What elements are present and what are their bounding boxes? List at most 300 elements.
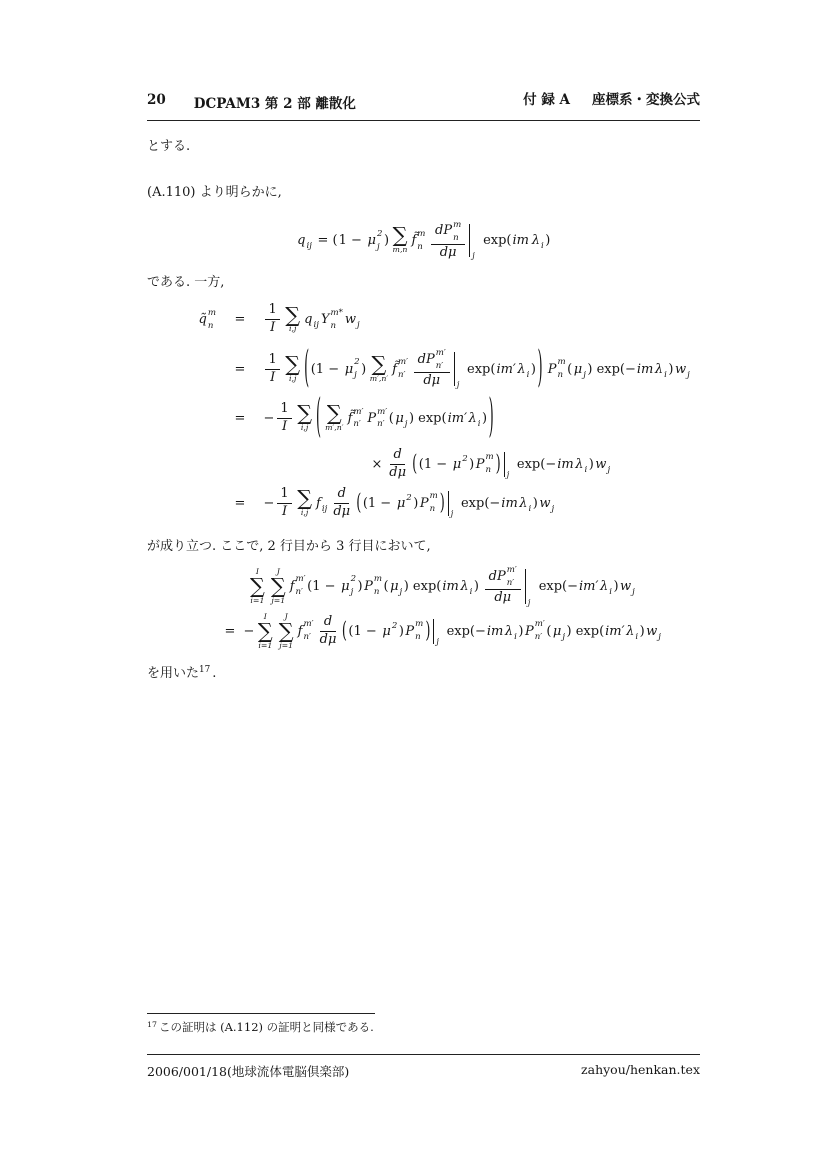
math-sum-upper: J: [284, 612, 288, 622]
math-base: μ: [395, 410, 404, 426]
paragraph-mochiita-text: を用いた: [147, 665, 200, 681]
math-sup: m′: [353, 406, 364, 417]
math-sum-lower: m,n: [392, 245, 408, 255]
math-sum-lower: i,j: [289, 324, 297, 334]
math-sub: j: [607, 464, 611, 475]
math-text: ): [398, 623, 404, 639]
equation-rhs: [247, 566, 636, 606]
math-text: dμ: [333, 503, 351, 519]
math-text: (1 −: [310, 361, 344, 377]
math-base: λ: [519, 495, 528, 511]
math-sub: n′: [534, 632, 543, 643]
math-sup: m: [453, 219, 462, 230]
sum-icon: ∑: [285, 351, 301, 376]
math-text: −: [243, 623, 255, 639]
math-base: w: [620, 578, 632, 594]
math-sub: j: [399, 586, 403, 597]
math-sup: m: [557, 357, 566, 368]
math-numerator: [265, 303, 280, 320]
math-paren: (: [356, 490, 362, 516]
math-sup: 2: [377, 228, 383, 239]
math-subsup: [367, 408, 387, 430]
sum-icon: ∑: [392, 223, 408, 248]
math-fraction: [319, 615, 337, 648]
math-denominator: [281, 419, 287, 435]
math-denominator: [389, 465, 407, 481]
math-text: im′: [579, 578, 599, 594]
math-text: ) exp(−: [587, 361, 636, 377]
math-sup: m: [207, 307, 216, 318]
math-base: dP: [435, 223, 453, 239]
math-base: P: [367, 410, 377, 426]
math-sub: j: [357, 320, 360, 331]
equation-relation: =: [224, 623, 236, 639]
math-base: f: [316, 495, 321, 511]
math-text: im: [636, 361, 654, 377]
math-sub: i: [469, 586, 473, 597]
math-sub: i: [526, 369, 530, 380]
math-denominator: [270, 320, 276, 336]
math-text: 1: [280, 485, 289, 501]
math-text: (: [546, 623, 552, 639]
math-scripts: [486, 453, 494, 475]
math-text: ): [613, 578, 619, 594]
footnote: [147, 1013, 700, 1035]
math-text: ): [413, 495, 419, 511]
math-subsup: [525, 620, 545, 642]
math-sum-lower: i,j: [289, 373, 297, 383]
equation-rhs: [263, 487, 555, 520]
math-sup: m′: [303, 619, 314, 630]
page-body: [147, 128, 700, 684]
header-right-title: 座標系・変換公式: [592, 92, 700, 108]
math-base: λ: [654, 361, 664, 377]
math-paren: ): [488, 392, 494, 445]
math-subsup: [595, 456, 611, 475]
math-base: w: [344, 312, 357, 328]
math-scripts: [303, 620, 313, 642]
math-base: dP: [488, 568, 506, 584]
math-base: λ: [599, 578, 609, 594]
math-sup: m′: [534, 619, 545, 630]
math-sup: m*: [330, 307, 343, 318]
math-text: (: [388, 410, 394, 426]
math-sum-lower: i=1: [258, 640, 273, 650]
math-scripts: [330, 309, 342, 331]
footer-left: 2006/001/18(地球流体電脳倶楽部): [147, 1064, 350, 1079]
math-fraction: [414, 349, 450, 389]
math-text: 1: [268, 351, 277, 367]
math-sub: j: [377, 241, 380, 252]
math-sum-lower: j=1: [271, 595, 286, 605]
math-scripts: [398, 358, 408, 380]
math-base: μ: [390, 578, 399, 594]
math-subsup: [418, 349, 446, 371]
math-base: q̃: [198, 312, 207, 328]
math-sub: n: [417, 241, 423, 252]
math-scripts: [415, 620, 423, 642]
math-text: (1 −: [362, 495, 396, 511]
math-subsup: [304, 312, 319, 331]
equation-rhs: [263, 303, 361, 336]
math-base: w: [539, 495, 551, 511]
math-scripts: [377, 230, 382, 252]
math-denominator: [319, 632, 337, 648]
math-subsup: [489, 566, 517, 588]
math-base: λ: [460, 578, 469, 594]
math-fraction: [265, 353, 280, 386]
math-text: d: [323, 613, 333, 629]
math-subsup: [382, 620, 398, 639]
math-numerator: [414, 349, 450, 373]
equation-row: [147, 566, 700, 606]
math-eval-sub: j: [456, 379, 460, 389]
math-text: ): [530, 361, 536, 377]
math-sum: [297, 401, 313, 432]
equation-relation: =: [234, 312, 246, 328]
math-scripts: [535, 620, 545, 642]
math-subsup: [539, 495, 555, 514]
sum-icon: ∑: [270, 574, 286, 599]
math-text: ): [518, 623, 524, 639]
math-text: ): [639, 623, 645, 639]
math-subsup: [573, 361, 586, 380]
math-text: ): [545, 233, 551, 249]
math-text: dμ: [423, 373, 441, 389]
math-denominator: [423, 373, 441, 389]
equation-row: [147, 303, 700, 336]
math-denominator: [270, 370, 276, 386]
math-eval-sub: j: [436, 637, 439, 647]
math-base: P: [475, 456, 485, 472]
math-sum-lower: i,j: [300, 423, 309, 432]
math-paren: (: [341, 618, 347, 644]
math-sub: n: [453, 232, 459, 243]
math-sup: m: [417, 228, 426, 239]
math-sub: n: [429, 504, 436, 515]
math-base: f̃: [411, 233, 417, 249]
math-sub: n′: [377, 419, 385, 430]
math-sum: [285, 351, 301, 383]
math-sup: 2: [391, 620, 398, 631]
math-sum: [369, 351, 389, 383]
math-subsup: [405, 620, 423, 642]
math-subsup: [392, 358, 408, 380]
equation-row: [147, 612, 700, 650]
math-base: q: [297, 233, 306, 249]
math-text: dμ: [319, 631, 337, 647]
math-sub: i: [528, 503, 532, 514]
math-sub: i: [541, 241, 544, 252]
math-text: (1 −: [348, 623, 381, 639]
math-sum: [297, 486, 313, 517]
equation-rhs: [243, 612, 662, 650]
math-sub: i: [664, 369, 667, 380]
math-base: λ: [517, 361, 526, 377]
math-base: μ: [452, 456, 462, 472]
math-subsup: [395, 410, 408, 429]
math-base: λ: [504, 623, 514, 639]
math-sub: j: [562, 631, 566, 642]
equation-qij: [147, 221, 700, 261]
math-eval-bar: [525, 569, 534, 607]
math-subsup: [199, 309, 216, 331]
math-sum: [279, 612, 294, 650]
math-sup: m: [429, 491, 438, 502]
math-text: ) exp(: [408, 410, 447, 426]
math-eval-bar: [504, 452, 513, 480]
sum-icon: ∑: [250, 574, 265, 599]
sum-icon: ∑: [371, 351, 387, 376]
math-text: ): [469, 456, 475, 472]
math-eval-bar: [433, 619, 442, 647]
math-base: f̃: [347, 410, 353, 426]
math-subsup: [316, 495, 328, 514]
equation-relation: =: [234, 495, 246, 511]
math-sup: 2: [354, 357, 360, 368]
math-subsup: [390, 578, 403, 597]
math-text: im′: [496, 361, 516, 377]
equation-relation: =: [234, 361, 246, 377]
footnote-rule: [147, 1013, 375, 1014]
math-text: ): [357, 578, 363, 594]
equation-qtilde-derivation: [147, 303, 700, 519]
math-sum-lower: i,j: [300, 507, 309, 517]
math-base: w: [674, 361, 687, 377]
math-eval-sub: j: [450, 509, 454, 519]
math-subsup: [646, 623, 661, 642]
math-numerator: [320, 615, 335, 632]
math-sum: [325, 401, 344, 432]
math-sup: 2: [462, 453, 468, 464]
math-text: ) exp(: [403, 578, 442, 594]
math-sub: n′: [506, 578, 515, 589]
math-sup: m: [485, 452, 494, 463]
math-base: λ: [531, 233, 541, 249]
math-base: w: [595, 456, 607, 472]
math-subsup: [396, 492, 412, 511]
math-base: λ: [468, 410, 477, 426]
math-base: λ: [575, 456, 584, 472]
math-subsup: [321, 309, 343, 331]
math-scripts: [558, 358, 566, 380]
math-text: exp(: [483, 233, 512, 249]
math-subsup: [460, 578, 473, 597]
math-sup: m′: [506, 565, 517, 576]
math-subsup: [654, 361, 667, 380]
math-subsup: [420, 492, 438, 514]
math-text: (1 −: [418, 456, 452, 472]
math-base: f: [289, 578, 295, 594]
math-sub: n: [415, 632, 421, 643]
math-subsup: [297, 233, 312, 252]
math-paren: (: [412, 451, 418, 478]
math-text: ×: [371, 456, 383, 472]
equation-row: [147, 392, 700, 445]
math-sub: j: [658, 631, 661, 642]
math-sub: j: [354, 370, 357, 381]
math-subsup: [519, 495, 532, 514]
paragraph-naritatsu: が成り立つ. ここで, 2 行目から 3 行目において,: [147, 538, 431, 554]
math-denominator: [333, 504, 351, 520]
equation-relation: =: [234, 410, 246, 426]
math-text: (: [383, 578, 389, 594]
footer-right: zahyou/henkan.tex: [581, 1062, 700, 1077]
math-base: λ: [626, 623, 635, 639]
math-text: ): [532, 495, 538, 511]
math-text: im: [501, 495, 518, 511]
math-numerator: [431, 221, 465, 245]
math-numerator: [390, 448, 405, 465]
math-sum: [392, 223, 408, 255]
math-text: I: [270, 320, 276, 336]
math-scripts: [430, 492, 438, 514]
header-appendix-label: 付 録 A: [523, 92, 570, 108]
math-sub: i: [635, 631, 639, 642]
math-sub: ij: [321, 503, 328, 514]
math-fraction: [333, 487, 351, 520]
math-sub: n′: [353, 419, 361, 430]
math-base: P: [405, 623, 415, 639]
math-sum-lower: m′,n′: [325, 423, 344, 432]
math-numerator: [265, 353, 280, 370]
math-subsup: [626, 623, 639, 642]
math-text: ) exp(: [566, 623, 605, 639]
math-sub: n: [485, 465, 492, 476]
math-scripts: [436, 349, 446, 371]
math-numerator: [334, 487, 349, 504]
math-paren: (: [304, 344, 310, 394]
math-sub: n: [330, 320, 336, 331]
math-text: ): [668, 361, 674, 377]
math-sup: m′: [435, 348, 446, 359]
math-text: im: [486, 623, 504, 639]
math-sup: 2: [406, 492, 412, 503]
math-scripts: [507, 566, 517, 588]
paragraph-a110: (A.110) より明らかに,: [147, 184, 282, 200]
math-text: I: [281, 418, 288, 434]
math-sum-upper: I: [255, 567, 259, 577]
math-fraction: [277, 402, 292, 435]
math-subsup: [476, 453, 494, 475]
math-sub: j: [551, 503, 555, 514]
math-base: Y: [320, 312, 330, 328]
math-sub: i: [514, 631, 517, 642]
math-sum: [271, 567, 286, 605]
math-text: = (: [313, 233, 338, 249]
math-base: μ: [344, 361, 354, 377]
math-base: P: [547, 361, 557, 377]
math-subsup: [368, 230, 383, 252]
math-subsup: [620, 578, 635, 597]
equation-lhs: [147, 309, 217, 331]
math-base: μ: [367, 233, 376, 249]
math-subsup: [411, 230, 425, 252]
math-sub: i: [609, 586, 612, 597]
math-sub: n: [557, 370, 564, 381]
math-paren: ): [537, 344, 543, 394]
math-sup: m′: [397, 357, 409, 368]
math-eval-sub: j: [472, 251, 475, 261]
math-numerator: [277, 487, 292, 504]
math-subsup: [345, 358, 360, 380]
sum-icon: ∑: [285, 302, 301, 327]
math-sub: i: [477, 418, 481, 429]
math-sub: n: [207, 320, 214, 331]
paragraph-mochiita-period: .: [212, 665, 217, 681]
equation-sum-identity: [147, 566, 700, 650]
paragraph-mochiita: [147, 664, 700, 684]
math-text: ): [361, 361, 367, 377]
math-text: d: [393, 446, 402, 462]
math-text: 1: [268, 302, 277, 318]
math-subsup: [348, 408, 364, 430]
math-sub: n′: [295, 587, 304, 598]
math-base: w: [646, 623, 658, 639]
math-text: dμ: [439, 244, 457, 260]
math-subsup: [531, 233, 544, 252]
math-sub: j: [632, 586, 635, 597]
math-fraction: [431, 221, 465, 261]
math-scripts: [353, 408, 363, 430]
math-subsup: [468, 410, 481, 429]
math-denominator: [439, 245, 457, 261]
math-text: d: [337, 485, 346, 501]
footnote-marker-inline: 17: [199, 665, 211, 676]
math-base: μ: [341, 578, 350, 594]
paragraph-tosuru: とする.: [147, 139, 191, 154]
math-scripts: [453, 221, 461, 243]
math-base: q: [304, 312, 313, 328]
math-subsup: [435, 221, 461, 243]
math-base: μ: [573, 361, 583, 377]
math-sum-upper: J: [276, 567, 280, 577]
math-base: μ: [382, 623, 391, 639]
math-base: P: [524, 623, 534, 639]
math-sum-lower: i=1: [250, 595, 265, 605]
math-denominator: [494, 590, 512, 606]
math-sum-lower: j=1: [279, 640, 294, 650]
equation-qij-body: [296, 221, 551, 261]
math-subsup: [290, 575, 306, 597]
math-base: P: [364, 578, 373, 594]
math-numerator: [277, 402, 292, 419]
math-fraction: [277, 487, 292, 520]
math-subsup: [504, 623, 517, 642]
math-subsup: [344, 312, 360, 331]
equation-row: [147, 487, 700, 520]
math-text: (1 −: [307, 578, 340, 594]
header-right: [523, 88, 700, 108]
math-base: f: [297, 623, 303, 639]
math-sup: m′: [377, 406, 388, 417]
math-text: I: [270, 369, 276, 385]
math-text: dμ: [389, 464, 407, 480]
math-sub: j: [404, 418, 408, 429]
math-sub: j: [350, 587, 354, 598]
sum-icon: ∑: [326, 401, 342, 426]
math-text: im′: [605, 623, 625, 639]
footnote-line: [147, 1019, 700, 1035]
math-sum-upper: I: [263, 612, 267, 622]
math-text: im: [442, 578, 459, 594]
math-scripts: [354, 358, 359, 380]
math-text: −: [263, 495, 275, 511]
math-scripts: [351, 575, 356, 597]
math-base: μ: [552, 623, 562, 639]
header-left-title: DCPAM3 第 2 部 離散化: [193, 96, 356, 112]
math-text: exp(−: [446, 623, 486, 639]
